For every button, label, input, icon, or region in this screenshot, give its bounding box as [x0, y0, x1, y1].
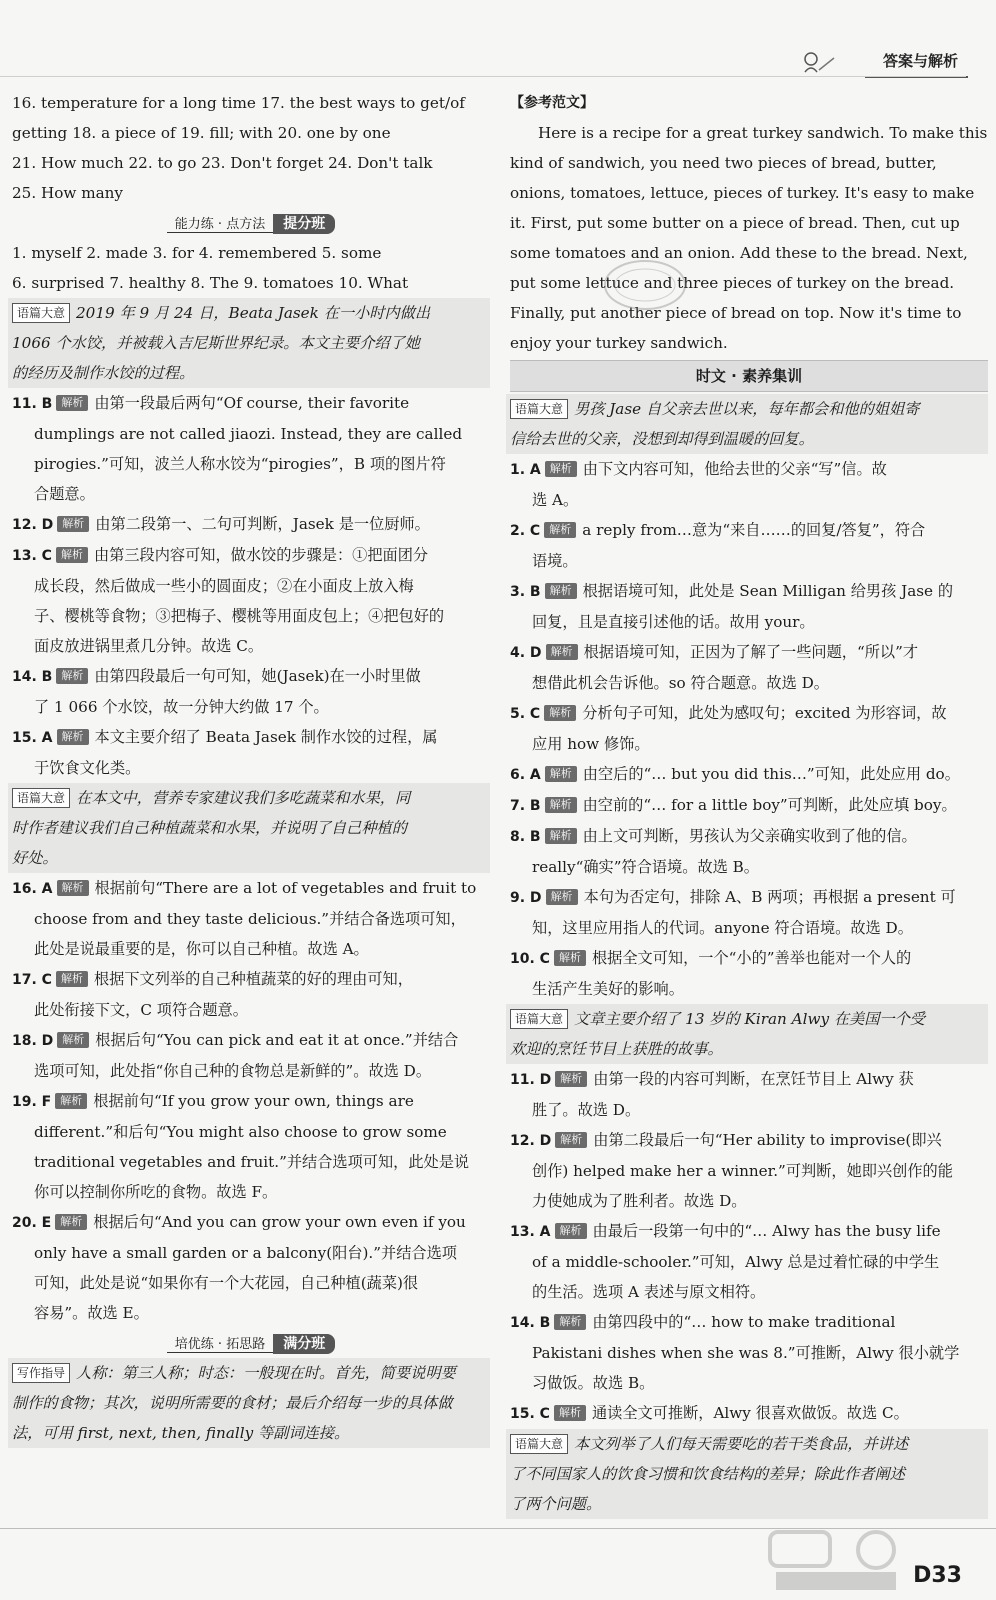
summary-text: 的经历及制作水饺的过程。 [12, 364, 195, 382]
explanation-text: 根据前句“There are a lot of vegetables and fruit to [94, 879, 477, 897]
analysis-tag: 解析 [546, 889, 578, 905]
explanation-text: 根据语境可知，此处是 Sean Milligan 给男孩 Jase 的 [582, 582, 954, 600]
question-number: 3. B [510, 584, 541, 600]
question-number: 15. A [12, 730, 53, 746]
explanation-text: 选项可知，此处指“你自己种的食物总是新鲜的”。故选 D。 [34, 1062, 432, 1080]
explanation-text: 合题意。 [34, 485, 95, 503]
question-number: 8. B [510, 829, 541, 845]
header-divider [0, 76, 966, 77]
essay-line: enjoy your turkey sandwich. [510, 334, 728, 352]
explanation-text: 习做饭。故选 B。 [532, 1374, 655, 1392]
explanation-text: Pakistani dishes when she was 8.”可推断，Alwy 很小就学 [532, 1344, 960, 1362]
analysis-tag: 解析 [545, 583, 577, 599]
analysis-tag: 解析 [56, 547, 88, 563]
banner-pill: 满分班 [273, 1334, 335, 1354]
question-number: 18. D [12, 1033, 54, 1049]
explanation-item [510, 759, 988, 790]
explanation-text: 根据语境可知，正因为了解了一些问题，“所以”才 [583, 643, 919, 661]
explanation-text: 分析句子可知，此处为感叹句；excited 为形容词，故 [582, 704, 947, 722]
summary-text: 了两个问题。 [510, 1495, 602, 1513]
explanation-text: traditional vegetables and fruit.”并结合选项可知，此处是说 [34, 1153, 470, 1171]
explanation-text: 于饮食文化类。 [34, 759, 141, 777]
passage-summary [8, 783, 490, 873]
question-number: 16. A [12, 881, 53, 897]
explanation-item [12, 964, 490, 1025]
passage-summary [506, 394, 988, 454]
question-number: 9. D [510, 890, 542, 906]
analysis-tag: 解析 [554, 1314, 586, 1330]
passage-summary [506, 1429, 988, 1519]
explanation-text: 子、樱桃等食物；③把梅子、樱桃等用面皮包上；④把包好的 [34, 607, 445, 625]
question-number: 14. B [12, 669, 53, 685]
question-number: 2. C [510, 523, 541, 539]
summary-text: 好处。 [12, 849, 58, 867]
left-column [12, 88, 490, 1448]
explanation-text: 面皮放进锅里煮几分钟。故选 C。 [34, 637, 264, 655]
passage-summary [8, 298, 490, 388]
explanation-text: only have a small garden or a balcony(阳台).”并结合选项 [34, 1244, 457, 1262]
explanation-text: 由空后的“… but you did this…”可知，此处应用 do。 [582, 765, 960, 783]
analysis-tag: 解析 [545, 461, 577, 477]
explanation-text: 创作) helped make her a winner.”可判断，她即兴创作的能 [532, 1162, 953, 1180]
analysis-tag: 解析 [56, 395, 88, 411]
explanation-item [12, 388, 490, 509]
analysis-tag: 解析 [554, 950, 586, 966]
explanation-text: 本文主要介绍了 Beata Jasek 制作水饺的过程，属 [94, 728, 438, 746]
explanation-text: 根据全文可知，一个“小的”善举也能对一个人的 [591, 949, 912, 967]
banner-pill: 提分班 [273, 214, 335, 234]
question-number: 20. E [12, 1215, 52, 1231]
reference-essay-title: 【参考范文】 [510, 95, 594, 111]
question-number: 11. D [510, 1072, 552, 1088]
summary-text: 时作者建议我们自己种植蔬菜和水果，并说明了自己种植的 [12, 819, 407, 837]
explanation-text: 由空前的“… for a little boy”可判断，此处应填 boy。 [582, 796, 957, 814]
analysis-tag: 解析 [546, 644, 578, 660]
analysis-tag: 解析 [545, 766, 577, 782]
explanation-item [510, 1064, 988, 1125]
explanation-text: 根据后句“You can pick and eat it at once.”并结合 [95, 1031, 459, 1049]
explanation-text: 根据前句“If you grow your own, things are [93, 1092, 414, 1110]
explanation-text: 胜了。故选 D。 [532, 1101, 641, 1119]
explanation-text: 可知，此处是说“如果你有一个大花园，自己种植(蔬菜)很 [34, 1274, 419, 1292]
explanation-text: pirogies.”可知，波兰人称水饺为“pirogies”，B 项的图片符 [34, 455, 446, 473]
answer-line: 6. surprised 7. healthy 8. The 9. tomatoes 10. What [12, 274, 409, 292]
explanation-text: 由第三段内容可知，做水饺的步骤是：①把面团分 [93, 546, 429, 564]
explanation-item [12, 1025, 490, 1086]
analysis-tag: 解析 [544, 522, 576, 538]
explanation-text: 由最后一段第一句中的“… Alwy has the busy life [592, 1222, 941, 1240]
explanation-item [510, 1398, 988, 1429]
question-number: 4. D [510, 645, 542, 661]
answer-line: 16. temperature for a long time 17. the best ways to get/of [12, 94, 465, 112]
answer-line: 1. myself 2. made 3. for 4. remembered 5. some [12, 244, 382, 262]
question-number: 11. B [12, 396, 53, 412]
question-number: 14. B [510, 1315, 551, 1331]
analysis-tag: 解析 [56, 668, 88, 684]
explanation-item [12, 509, 490, 540]
watermark-logo-icon [766, 1526, 916, 1596]
summary-text: 男孩 Jase 自父亲去世以来，每年都会和他的姐姐寄 [574, 400, 920, 418]
explanation-item [510, 576, 988, 637]
analysis-tag: 解析 [55, 1093, 87, 1109]
writing-text: 法，可用 first, next, then, finally 等副词连接。 [12, 1424, 350, 1442]
analysis-tag: 解析 [555, 1071, 587, 1087]
explanation-text: 由第一段最后两句“Of course, their favorite [94, 394, 410, 412]
essay-line: it. First, put some butter on a piece of bread. Then, cut up [510, 214, 960, 232]
mascot-icon [802, 50, 836, 74]
explanation-text: 由第一段的内容可判断，在烹饪节目上 Alwy 获 [593, 1070, 914, 1088]
explanation-text: 了 1 066 个水饺，故一分钟大约做 17 个。 [34, 698, 329, 716]
explanation-item [510, 943, 988, 1004]
explanation-text: 由第二段最后一句“Her ability to improvise(即兴 [593, 1131, 942, 1149]
writing-text: 制作的食物；其次，说明所需要的食材；最后介绍每一步的具体做 [12, 1394, 453, 1412]
summary-tag: 语篇大意 [510, 1009, 568, 1029]
answer-line: 25. How many [12, 184, 124, 202]
question-number: 19. F [12, 1094, 52, 1110]
question-number: 5. C [510, 706, 541, 722]
analysis-tag: 解析 [57, 729, 89, 745]
explanation-item [12, 540, 490, 661]
explanation-text: of a middle-schooler.”可知，Alwy 总是过着忙碌的中学生 [532, 1253, 940, 1271]
analysis-tag: 解析 [55, 1214, 87, 1230]
question-number: 12. D [510, 1133, 552, 1149]
essay-line: some tomatoes and an onion. Add these to the bread. Next, [510, 244, 968, 262]
explanation-item [510, 1307, 988, 1398]
question-number: 13. C [12, 548, 52, 564]
section-banner-reading: 时文 · 素养集训 [510, 360, 988, 392]
summary-tag: 语篇大意 [510, 1434, 568, 1454]
explanation-text: 生活产生美好的影响。 [532, 980, 684, 998]
explanation-item [510, 1125, 988, 1216]
summary-tag: 语篇大意 [12, 788, 70, 808]
page-number: D33 [913, 1563, 962, 1588]
banner-label: 能力练 · 点方法 [167, 217, 273, 233]
explanation-item [510, 821, 988, 882]
explanation-text: 由上文可判断，男孩认为父亲确实收到了他的信。 [582, 827, 917, 845]
explanation-text: 的生活。选项 A 表述与原文相符。 [532, 1283, 766, 1301]
analysis-tag: 解析 [57, 516, 89, 532]
summary-text: 1066 个水饺，并被载入吉尼斯世界纪录。本文主要介绍了她 [12, 334, 420, 352]
right-column [510, 88, 988, 1519]
explanation-item [510, 515, 988, 576]
summary-text: 欢迎的烹饪节目上获胜的故事。 [510, 1040, 723, 1058]
writing-text: 人称：第三人称；时态：一般现在时。首先，简要说明要 [76, 1364, 456, 1382]
analysis-tag: 解析 [555, 1132, 587, 1148]
explanation-text: dumplings are not called jiaozi. Instead, they are called [34, 425, 463, 443]
question-number: 6. A [510, 767, 541, 783]
explanation-text: 由第二段第一、二句可判断，Jasek 是一位厨师。 [95, 515, 430, 533]
explanation-text: 由第四段最后一句可知，她(Jasek)在一小时里做 [94, 667, 421, 685]
explanation-text: 此处是说最重要的是，你可以自己种植。故选 A。 [34, 940, 369, 958]
explanation-text: 力使她成为了胜利者。故选 D。 [532, 1192, 747, 1210]
section-title: 答案与解析 [865, 46, 968, 78]
summary-text: 在本文中，营养专家建议我们多吃蔬菜和水果，同 [76, 789, 411, 807]
summary-text: 2019 年 9 月 24 日，Beata Jasek 在一小时内做出 [76, 304, 431, 322]
explanation-text: 知，这里应用指人的代词。anyone 符合语境。故选 D。 [532, 919, 913, 937]
analysis-tag: 解析 [545, 797, 577, 813]
explanation-text: a reply from…意为“来自……的回复/答复”，符合 [582, 521, 926, 539]
essay-line: put some lettuce and three pieces of turkey on the bread. [510, 274, 955, 292]
explanation-item [510, 637, 988, 698]
explanation-text: 想借此机会告诉他。so 符合题意。故选 D。 [532, 674, 829, 692]
analysis-tag: 解析 [57, 880, 89, 896]
analysis-tag: 解析 [555, 1223, 587, 1239]
essay-line: Here is a recipe for a great turkey sandwich. To make this [538, 124, 988, 142]
essay-line: kind of sandwich, you need two pieces of bread, butter, [510, 154, 937, 172]
explanation-text: 选 A。 [532, 491, 579, 509]
analysis-tag: 解析 [57, 1032, 89, 1048]
explanation-item [510, 790, 988, 821]
answer-line: getting 18. a piece of 19. fill; with 20. one by one [12, 124, 391, 142]
summary-text: 本文列举了人们每天需要吃的若干类食品，并讲述 [574, 1435, 909, 1453]
question-number: 13. A [510, 1224, 551, 1240]
essay-line: onions, tomatoes, lettuce, pieces of turkey. It's easy to make [510, 184, 975, 202]
analysis-tag: 解析 [544, 705, 576, 721]
explanation-text: 回复，且是直接引述他的话。故用 your。 [532, 613, 815, 631]
summary-tag: 语篇大意 [12, 303, 70, 323]
banner-label: 培优练 · 拓思路 [167, 1337, 273, 1353]
summary-text: 文章主要介绍了 13 岁的 Kiran Alwy 在美国一个受 [574, 1010, 925, 1028]
explanation-text: 本句为否定句，排除 A、B 两项；再根据 a present 可 [583, 888, 956, 906]
analysis-tag: 解析 [545, 828, 577, 844]
summary-text: 信给去世的父亲，没想到却得到温暖的回复。 [510, 430, 814, 448]
explanation-text: 容易”。故选 E。 [34, 1304, 149, 1322]
explanation-text: 根据后句“And you can grow your own even if you [93, 1213, 466, 1231]
writing-guidance [8, 1358, 490, 1448]
explanation-text: 成长段，然后做成一些小的圆面皮；②在小面皮上放入梅 [34, 577, 414, 595]
explanation-text: 通读全文可推断，Alwy 很喜欢做饭。故选 C。 [591, 1404, 909, 1422]
explanation-item [510, 882, 988, 943]
question-number: 10. C [510, 951, 550, 967]
passage-summary [506, 1004, 988, 1064]
explanation-item [12, 873, 490, 964]
explanation-item [12, 722, 490, 783]
explanation-text: 由下文内容可知，他给去世的父亲“写”信。故 [582, 460, 887, 478]
explanation-item [510, 698, 988, 759]
summary-text: 了不同国家人的饮食习惯和饮食结构的差异；除此作者阐述 [510, 1465, 905, 1483]
stamp-icon [600, 255, 690, 315]
explanation-item [510, 454, 988, 515]
writing-tag: 写作指导 [12, 1363, 70, 1383]
answer-line: 21. How much 22. to go 23. Don't forget 24. Don't talk [12, 154, 433, 172]
explanation-text: choose from and they taste delicious.”并结合备选项可知， [34, 910, 466, 928]
question-number: 7. B [510, 798, 541, 814]
analysis-tag: 解析 [56, 971, 88, 987]
explanation-text: 语境。 [532, 552, 578, 570]
explanation-text: really“确实”符合语境。故选 B。 [532, 858, 759, 876]
essay-line: Finally, put another piece of bread on top. Now it's time to [510, 304, 962, 322]
explanation-text: 根据下文列举的自己种植蔬菜的好的理由可知， [93, 970, 413, 988]
question-number: 1. A [510, 462, 541, 478]
explanation-text: different.”和后句“You might also choose to grow some [34, 1123, 447, 1141]
explanation-item [12, 1207, 490, 1328]
section-banner-advanced [12, 1328, 490, 1358]
summary-tag: 语篇大意 [510, 399, 568, 419]
explanation-text: 应用 how 修饰。 [532, 735, 650, 753]
explanation-text: 你可以控制你所吃的食物。故选 F。 [34, 1183, 278, 1201]
page-header [0, 0, 996, 80]
explanation-text: 由第四段中的“… how to make traditional [592, 1313, 896, 1331]
question-number: 15. C [510, 1406, 550, 1422]
question-number: 12. D [12, 517, 54, 533]
explanation-item [12, 661, 490, 722]
question-number: 17. C [12, 972, 52, 988]
analysis-tag: 解析 [554, 1405, 586, 1421]
explanation-item [510, 1216, 988, 1307]
explanation-item [12, 1086, 490, 1207]
explanation-text: 此处衔接下文，C 项符合题意。 [34, 1001, 248, 1019]
section-banner-ability [12, 208, 490, 238]
